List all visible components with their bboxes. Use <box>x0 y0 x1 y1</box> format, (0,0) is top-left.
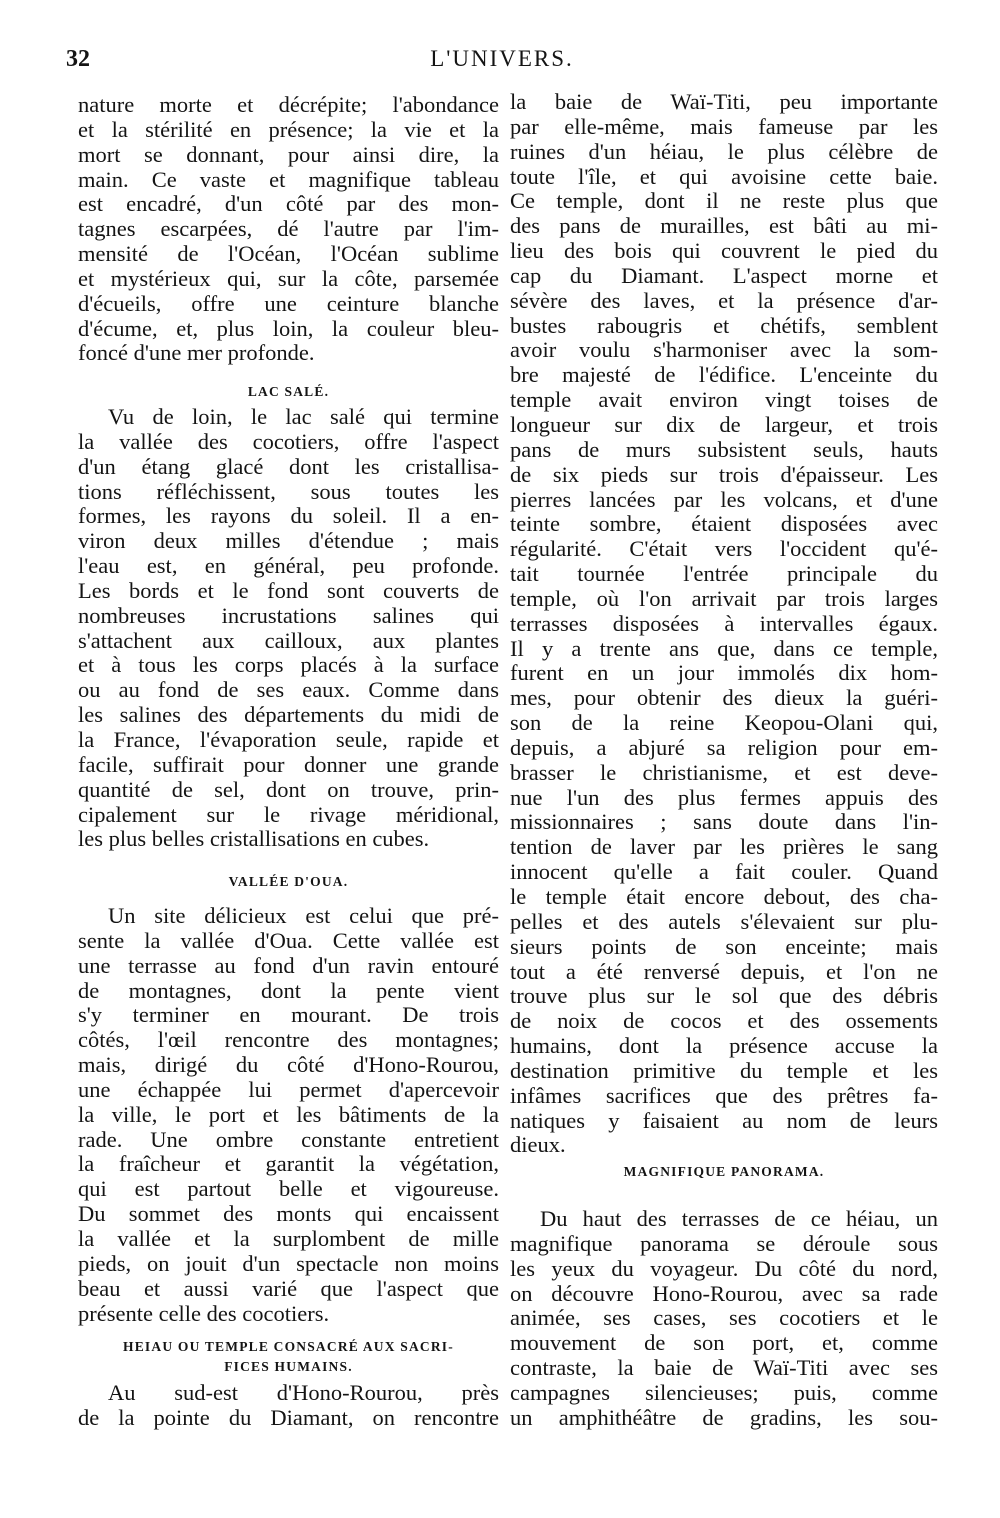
text-line: dieux. <box>510 1132 566 1158</box>
paragraph <box>510 1207 938 1431</box>
text-line: Au sud-est d'Hono-Rourou, près <box>108 1380 499 1405</box>
text-line: facile, suffirait pour donner une grande <box>78 751 499 777</box>
text-line: mais, dirigé du côté d'Hono-Rourou, <box>78 1052 499 1078</box>
text-line: tout a été renversé depuis, et l'on ne <box>510 958 938 984</box>
text-line: s'attachent aux cailloux, aux plantes <box>78 627 499 653</box>
text-line: d'écueils, offre une ceinture blanche <box>78 290 499 316</box>
text-line: d'un étang glacé dont les cristallisa- <box>78 453 499 479</box>
text-line: toute l'île, et qui avoisine cette baie. <box>510 163 938 189</box>
text-line: Il y a trente ans que, dans ce temple, <box>510 635 938 661</box>
text-line: destination primitive du temple et les <box>510 1057 938 1083</box>
text-line: contraste, la baie de Waï-Titi avec ses <box>510 1355 938 1381</box>
section-heading <box>78 1337 499 1377</box>
text-line: nue l'un des plus fermes appuis des <box>510 784 938 810</box>
text-line: Du sommet des monts qui encaissent <box>78 1201 499 1227</box>
text-line: d'écume, et, plus loin, la couleur bleu- <box>78 315 499 341</box>
text-line: nombreuses incrustations salines qui <box>78 602 499 628</box>
text-line: mouvement de son port, et, comme <box>510 1330 938 1356</box>
text-line: qui est partout belle et vigoureuse. <box>78 1176 499 1202</box>
text-line: pierres lancées par les volcans, et d'une <box>510 486 938 512</box>
text-line: tait tournée l'entrée principale du <box>510 561 938 587</box>
text-line: missionnaires ; sans doute dans l'in- <box>510 809 938 835</box>
paragraph <box>78 405 499 852</box>
heading-line: VALLÉE D'OUA. <box>228 874 349 889</box>
text-line: un amphithéâtre de gradins, les sou- <box>510 1404 938 1430</box>
text-line: campagnes silencieuses; puis, comme <box>510 1379 938 1405</box>
text-line: les salines des départements du midi de <box>78 702 499 728</box>
text-line: la ville, le port et les bâtiments de la <box>78 1101 499 1127</box>
text-line: cap du Diamant. L'aspect morne et <box>510 262 938 288</box>
text-line: on découvre Hono-Rourou, avec sa rade <box>510 1280 938 1306</box>
text-line: tention de laver par les prières le sang <box>510 834 938 860</box>
section-heading <box>510 1162 938 1182</box>
paragraph <box>510 90 938 1158</box>
text-line: la vallée des cocotiers, offre l'aspect <box>78 428 499 454</box>
text-line: beau et aussi varié que l'aspect que <box>78 1275 499 1301</box>
text-line: et la stérilité en présence; la vie et la <box>78 116 499 142</box>
text-line: le temple était encore debout, des cha- <box>510 884 938 909</box>
text-line: mort se donnant, pour ainsi dire, la <box>78 141 499 167</box>
text-line: mes, pour obtenir des dieux la guéri- <box>510 685 938 711</box>
text-line: teinte sombre, étaient disposées avec <box>510 511 938 537</box>
text-line: mensité de l'Océan, l'Océan sublime <box>78 241 499 267</box>
page-number: 32 <box>66 46 90 72</box>
text-line: bre majesté de l'édifice. L'enceinte du <box>510 362 938 388</box>
running-title: L'UNIVERS. <box>430 46 574 71</box>
text-line: longueur sur dix de largeur, et trois <box>510 411 938 437</box>
text-line: natiques y faisaient au nom de leurs <box>510 1107 938 1133</box>
text-line: nature morte et décrépite; l'abondance <box>78 92 499 117</box>
text-line: ou au fond de ses eaux. Comme dans <box>78 677 499 703</box>
text-line: Un site délicieux est celui que pré- <box>108 903 499 928</box>
text-line: sente la vallée d'Oua. Cette vallée est <box>78 927 499 953</box>
section-heading <box>78 872 499 892</box>
text-line: infâmes sacrifices que des prêtres fa- <box>510 1082 938 1108</box>
text-line: de six pieds sur trois d'épaisseur. Les <box>510 461 938 487</box>
text-line: viron deux milles d'étendue ; mais <box>78 528 499 554</box>
text-line: quantité de sel, dont on trouve, prin- <box>78 776 499 802</box>
text-line: pans de murs subsistent seuls, hauts <box>510 436 938 462</box>
text-line: magnifique panorama se déroule sous <box>510 1230 938 1256</box>
text-line: temple avait environ vingt toises de <box>510 387 938 413</box>
text-line: cipalement sur le rivage méridional, <box>78 801 499 827</box>
text-line: avoir voulu s'harmoniser avec la som- <box>510 337 938 363</box>
text-line: Ce temple, dont il ne reste plus que <box>510 188 938 214</box>
text-line: et à tous les corps placés à la surface <box>78 652 499 678</box>
text-line: terrasses disposées à intervalles égaux. <box>510 610 938 636</box>
text-line: pieds, on jouit d'un spectacle non moins <box>78 1250 499 1276</box>
text-line: la fraîcheur et garantit la végétation, <box>78 1151 499 1177</box>
text-line: temple, où l'on arrivait par trois larges <box>510 585 938 611</box>
text-line: sieurs points de son enceinte; mais <box>510 933 938 959</box>
text-line: est encadré, d'un côté par des mon- <box>78 191 499 217</box>
text-line: pelles et des autels s'élevaient sur plu- <box>510 908 938 934</box>
text-line: bustes rabougris et chétifs, semblent <box>510 312 938 338</box>
paragraph <box>78 904 499 1326</box>
text-line: l'eau est, en général, peu profonde. <box>78 553 499 579</box>
text-line: trouve plus sur le sol que des débris <box>510 983 938 1009</box>
text-line: formes, les rayons du soleil. Il a en- <box>78 503 499 529</box>
heading-line: LAC SALÉ. <box>247 384 330 399</box>
text-line: de noix de cocos et des ossements <box>510 1008 938 1034</box>
text-line: tions réfléchissent, sous toutes les <box>78 478 499 504</box>
text-line: Du haut des terrasses de ce héiau, un <box>540 1206 938 1231</box>
text-line: lieu des bois qui couvrent le pied du <box>510 238 938 264</box>
text-line: innocent qu'elle a fait couler. Quand <box>510 859 938 885</box>
text-line: les plus belles cristallisations en cubes. <box>78 826 430 852</box>
text-line: main. Ce vaste et magnifique tableau <box>78 166 499 192</box>
text-line: et mystérieux qui, sur la côte, parsemée <box>78 265 499 291</box>
text-line: foncé d'une mer profonde. <box>78 340 315 366</box>
text-line: ruines d'un héiau, le plus célèbre de <box>510 138 938 164</box>
text-line: de montagnes, dont la pente vient <box>78 977 499 1003</box>
section-heading <box>78 382 499 402</box>
text-line: par elle-même, mais fameuse par les <box>510 113 938 139</box>
text-line: régularité. C'était vers l'occident qu'é- <box>510 536 938 562</box>
text-line: des pans de murailles, est bâti au mi- <box>510 213 938 239</box>
text-line: rade. Une ombre constante entretient <box>78 1126 499 1152</box>
text-line: s'y terminer en mourant. De trois <box>78 1002 499 1028</box>
text-line: furent en un jour immolés dix hom- <box>510 660 938 686</box>
paragraph <box>78 93 499 366</box>
text-line: animée, ses cases, ses cocotiers et le <box>510 1305 938 1331</box>
text-line: présente celle des cocotiers. <box>78 1300 330 1326</box>
text-line: côtés, l'œil rencontre des montagnes; <box>78 1027 499 1053</box>
heading-line: MAGNIFIQUE PANORAMA. <box>623 1164 825 1179</box>
text-line: Les bords et le fond sont couverts de <box>78 577 499 603</box>
paragraph <box>78 1381 499 1431</box>
text-line: tagnes escarpées, dé l'autre par l'im- <box>78 216 499 242</box>
text-line: sévère des laves, et la présence d'ar- <box>510 287 938 313</box>
text-line: son de la reine Keopou-Olani qui, <box>510 710 938 736</box>
text-line: une terrasse au fond d'un ravin entouré <box>78 952 499 978</box>
text-line: de la pointe du Diamant, on rencontre <box>78 1404 499 1430</box>
text-line: la baie de Waï-Titi, peu importante <box>510 89 938 114</box>
text-line: depuis, a abjuré sa religion pour em- <box>510 734 938 760</box>
text-line: les yeux du voyageur. Du côté du nord, <box>510 1255 938 1281</box>
text-line: humains, dont la présence accuse la <box>510 1033 938 1059</box>
text-line: la France, l'évaporation seule, rapide et <box>78 726 499 752</box>
text-line: une échappée lui permet d'apercevoir <box>78 1076 499 1102</box>
heading-line: FICES HUMAINS. <box>224 1359 353 1374</box>
heading-line: HEIAU OU TEMPLE CONSACRÉ AUX SACRI- <box>123 1339 454 1354</box>
text-line: la vallée et la surplombent de mille <box>78 1225 499 1251</box>
text-line: brasser le christianisme, et est deve- <box>510 759 938 785</box>
text-line: Vu de loin, le lac salé qui termine <box>108 404 499 429</box>
